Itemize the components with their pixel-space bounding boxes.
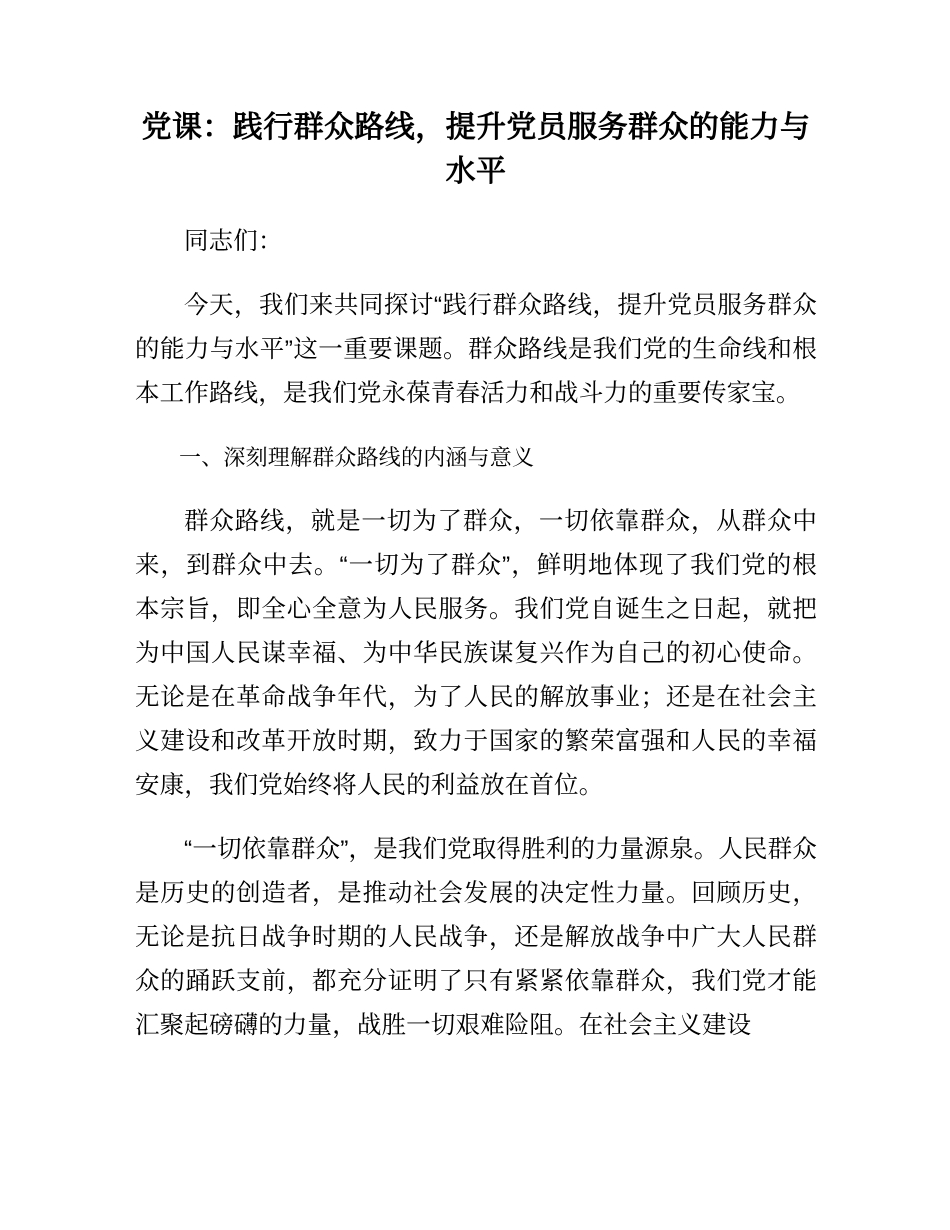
body-paragraph-1: 群众路线，就是一切为了群众，一切依靠群众，从群众中来，到群众中去。“一切为了群众”，鲜明地体现了我们党的根本宗旨，即全心全意为人民服务。我们党自诞生之日起，就把为中国人民谋幸福、为中华民族谋复兴作为自己的初心使命。无论是在革命战争年代，为了人民的解放事业；还是在社会主义建设和改革开放时期，致力于国家的繁荣富强和人民的幸福安康，我们党始终将人民的利益放在首位。 [135, 508, 817, 799]
document-content [135, 0, 817, 1048]
section-heading-one: 一、深刻理解群众路线的内涵与意义 [179, 445, 535, 470]
body-paragraph-2: “一切依靠群众”，是我们党取得胜利的力量源泉。人民群众是历史的创造者，是推动社会发展的决定性力量。回顾历史，无论是抗日战争时期的人民战争，还是解放战争中广大人民群众的踊跃支前，都充分证明了只有紧紧依靠群众，我们党才能汇聚起磅礴的力量，战胜一切艰难险阻。在社会主义建设 [135, 836, 817, 1039]
page-title: 党课：践行群众路线，提升党员服务群众的能力与水平 [141, 111, 811, 188]
intro-paragraph: 今天，我们来共同探讨“践行群众路线，提升党员服务群众的能力与水平”这一重要课题。群众路线是我们党的生命线和根本工作路线，是我们党永葆青春活力和战斗力的重要传家宝。 [135, 292, 817, 407]
salutation-paragraph: 同志们： [184, 228, 283, 255]
